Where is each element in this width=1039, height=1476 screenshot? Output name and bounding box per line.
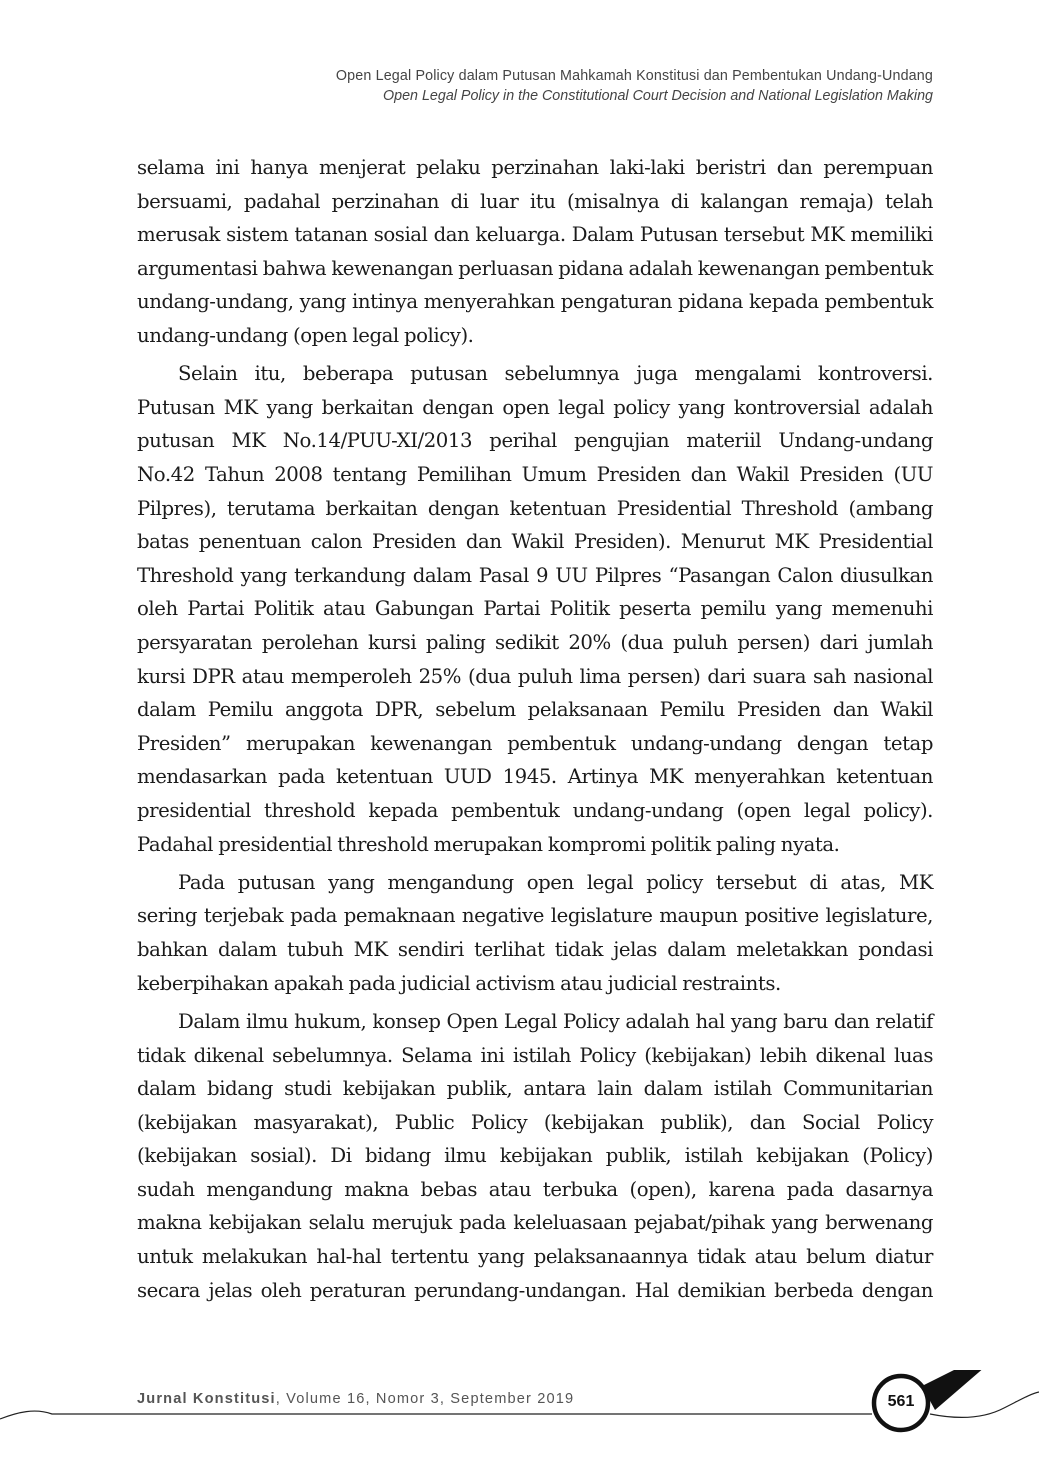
text-line: sering terjebak pada pemaknaan negative legislature maupun positive legislature,: [137, 904, 933, 928]
text-line: Presiden” merupakan kewenangan pembentuk undang-undang dengan tetap: [137, 731, 933, 755]
paragraph-continuation: [137, 151, 933, 353]
text-line: untuk melakukan hal-hal tertentu yang pelaksanaannya tidak atau belum diatur: [137, 1245, 933, 1269]
text-line: Pada putusan yang mengandung open legal policy tersebut di atas, MK: [178, 870, 933, 894]
text-line: secara jelas oleh peraturan perundang-undangan. Hal demikian berbeda dengan: [137, 1278, 933, 1302]
running-header-english: Open Legal Policy in the Constitutional Court Decision and National Legislation Making: [383, 88, 933, 104]
text-line: bahkan dalam tubuh MK sendiri terlihat tidak jelas dalam meletakkan pondasi: [137, 938, 933, 962]
running-header: [113, 66, 933, 106]
article-body: [137, 151, 933, 1312]
text-line: No.42 Tahun 2008 tentang Pemilihan Umum Presiden dan Wakil Presiden (UU: [137, 463, 933, 487]
paragraph-judicial-activism: [137, 866, 933, 1000]
text-line: bersuami, padahal perzinahan di luar itu (misalnya di kalangan remaja) telah: [137, 189, 933, 213]
text-line: Selain itu, beberapa putusan sebelumnya juga mengalami kontroversi.: [178, 362, 933, 386]
text-line: putusan MK No.14/PUU-XI/2013 perihal pengujian materiil Undang-undang: [137, 429, 933, 453]
text-line: mendasarkan pada ketentuan UUD 1945. Artinya MK menyerahkan ketentuan: [137, 765, 933, 789]
journal-name: Jurnal Konstitusi: [137, 1391, 276, 1407]
text-line: Putusan MK yang berkaitan dengan open legal policy yang kontroversial adalah: [137, 395, 933, 419]
text-line: (kebijakan masyarakat), Public Policy (kebijakan publik), dan Social Policy: [137, 1110, 933, 1134]
running-header-indonesian: Open Legal Policy dalam Putusan Mahkamah Konstitusi dan Pembentukan Undang-Undang: [335, 68, 933, 84]
text-line: merusak sistem tatanan sosial dan keluarga. Dalam Putusan tersebut MK memiliki: [137, 223, 933, 247]
text-line: Pilpres), terutama berkaitan dengan ketentuan Presidential Threshold (ambang: [137, 496, 933, 520]
text-line: oleh Partai Politik atau Gabungan Partai Politik peserta pemilu yang memenuhi: [137, 597, 933, 621]
page-number: 561: [887, 1393, 915, 1410]
text-line: undang-undang, yang intinya menyerahkan pengaturan pidana kepada pembentuk: [137, 290, 933, 314]
text-line: (kebijakan sosial). Di bidang ilmu kebijakan publik, istilah kebijakan (Policy): [137, 1144, 933, 1168]
text-line: tidak dikenal sebelumnya. Selama ini istilah Policy (kebijakan) lebih dikenal luas: [137, 1043, 933, 1067]
text-line: Padahal presidential threshold merupakan kompromi politik paling nyata.: [137, 832, 840, 856]
text-line: selama ini hanya menjerat pelaku perzinahan laki-laki beristri dan perempuan: [137, 156, 933, 179]
text-line: undang-undang (open legal policy).: [137, 323, 474, 347]
text-line: persyaratan perolehan kursi paling sedikit 20% (dua puluh persen) dari jumlah: [137, 631, 933, 654]
text-line: dalam Pemilu anggota DPR, sebelum pelaksanaan Pemilu Presiden dan Wakil: [137, 698, 933, 722]
text-line: sudah mengandung makna bebas atau terbuka (open), karena pada dasarnya: [137, 1177, 933, 1201]
footer-rule: [0, 1411, 872, 1419]
paragraph-open-legal-policy: [137, 1005, 933, 1307]
text-line: dalam bidang studi kebijakan publik, antara lain dalam istilah Communitarian: [137, 1077, 933, 1101]
text-line: presidential threshold kepada pembentuk undang-undang (open legal policy).: [137, 798, 933, 822]
paragraph-presidential-threshold: [137, 357, 933, 861]
text-line: batas penentuan calon Presiden dan Wakil Presiden). Menurut MK Presidential: [137, 530, 933, 554]
text-line: argumentasi bahwa kewenangan perluasan pidana adalah kewenangan pembentuk: [137, 256, 933, 280]
text-line: Threshold yang terkandung dalam Pasal 9 UU Pilpres “Pasangan Calon diusulkan: [137, 563, 933, 587]
pen-nib-shape: [922, 1370, 1000, 1410]
text-line: Dalam ilmu hukum, konsep Open Legal Policy adalah hal yang baru dan relatif: [178, 1009, 933, 1033]
journal-issue: , Volume 16, Nomor 3, September 2019: [275, 1391, 575, 1407]
text-line: keberpihakan apakah pada judicial activism atau judicial restraints.: [137, 971, 781, 995]
text-line: makna kebijakan selalu merujuk pada keleluasaan pejabat/pihak yang berwenang: [137, 1211, 933, 1235]
text-line: kursi DPR atau memperoleh 25% (dua puluh lima persen) dari suara sah nasional: [137, 664, 933, 688]
journal-citation: [137, 1391, 574, 1407]
